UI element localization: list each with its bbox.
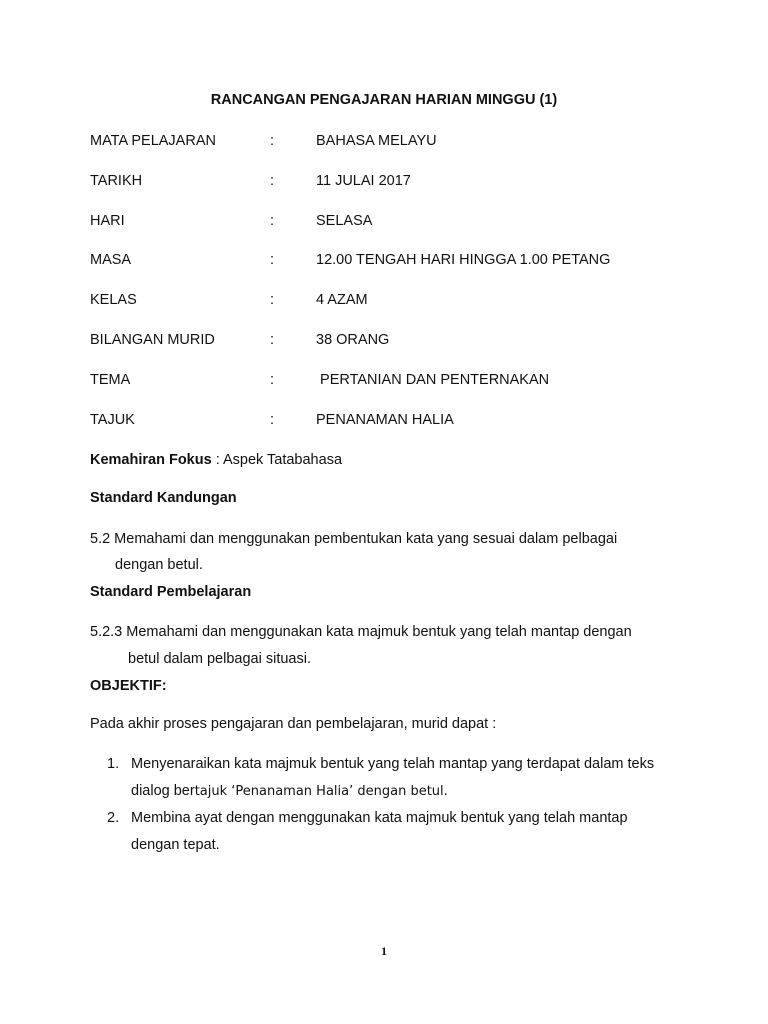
info-row-tajuk [90,412,710,432]
objektif-heading: OBJEKTIF: [90,678,167,694]
info-label: KELAS [90,292,137,308]
info-label: TARIKH [90,173,143,189]
info-colon: : [270,173,275,189]
info-value: PERTANIAN DAN PENTERNAKAN [316,372,550,388]
info-label: TEMA [90,372,131,388]
standard-kandungan-text: 5.2 Memahami dan menggunakan pembentukan kata yang sesuai dalam pelbagai [90,531,618,547]
list-item-text: Menyenaraikan kata majmuk bentuk yang telah mantap yang terdapat dalam teks [131,756,655,772]
info-value: PENANAMAN HALIA [316,412,454,428]
list-item-text-part: dialog ber [131,783,195,799]
info-label: MASA [90,252,132,268]
list-item-number: 2. [107,810,120,826]
list-item-text-cont [131,783,448,799]
list-item-text: Membina ayat dengan menggunakan kata majmuk bentuk yang telah mantap [131,810,628,826]
info-value: 38 ORANG [316,332,390,348]
info-row-mata-pelajaran [90,133,710,153]
info-value: 12.00 TENGAH HARI HINGGA 1.00 PETANG [316,252,611,268]
info-label: HARI [90,213,125,229]
info-colon: : [270,332,275,348]
standard-pembelajaran-text: 5.2.3 Memahami dan menggunakan kata majmuk bentuk yang telah mantap dengan [90,624,632,640]
kemahiran-fokus-line [90,452,710,468]
info-value: BAHASA MELAYU [316,133,437,149]
info-row-tema [90,372,710,392]
page-title: RANCANGAN PENGAJARAN HARIAN MINGGU (1) [210,92,558,108]
info-colon: : [270,252,275,268]
info-row-kelas [90,292,710,312]
info-colon: : [270,412,275,428]
info-value: SELASA [316,213,373,229]
info-colon: : [270,292,275,308]
info-label: TAJUK [90,412,135,428]
info-colon: : [270,372,275,388]
kemahiran-fokus-label: Kemahiran Fokus [90,452,212,468]
list-item-number: 1. [107,756,120,772]
kemahiran-fokus-value: : Aspek Tatabahasa [211,452,343,468]
info-colon: : [270,213,275,229]
info-row-hari [90,213,710,233]
info-value: 4 AZAM [316,292,368,308]
info-row-bilangan-murid [90,332,710,352]
standard-pembelajaran-text-cont: betul dalam pelbagai situasi. [128,651,311,667]
info-colon: : [270,133,275,149]
info-label: MATA PELAJARAN [90,133,216,149]
info-label: BILANGAN MURID [90,332,215,348]
list-item-text-cont: dengan tepat. [131,837,220,853]
list-item-text-part-alt: tajuk ‘Penanaman Halia’ dengan betul. [194,784,448,799]
info-value: 11 JULAI 2017 [316,173,411,189]
info-row-masa [90,252,710,272]
objektif-intro: Pada akhir proses pengajaran dan pembelajaran, murid dapat : [90,716,497,732]
standard-kandungan-heading: Standard Kandungan [90,490,237,506]
info-row-tarikh [90,173,710,193]
standard-pembelajaran-heading: Standard Pembelajaran [90,584,252,600]
standard-kandungan-text-cont: dengan betul. [115,557,203,573]
page-number: 1 [381,944,387,958]
